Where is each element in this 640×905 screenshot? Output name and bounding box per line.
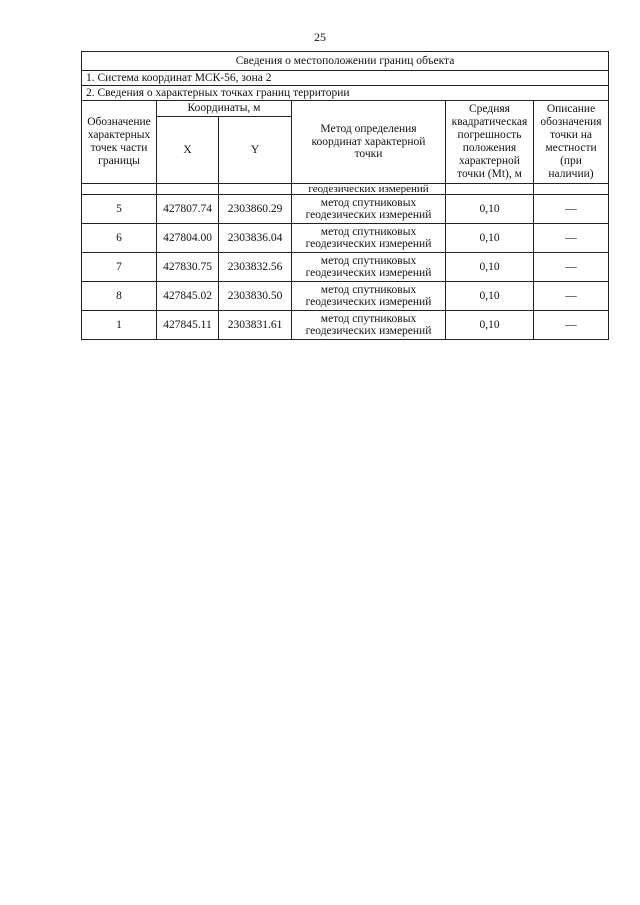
header-row-1 [82,101,609,117]
table-row [82,224,609,253]
method-line: метод спутниковых [320,254,417,267]
x-coordinate: 427845.11 [157,311,219,340]
header-line: обозначения [540,116,602,129]
coordinates-header: Координаты, м [157,101,292,117]
method-line: геодезических измерений [305,325,432,337]
method-line: геодезических измерений [305,296,432,308]
header-line: Средняя [469,103,510,116]
y-coordinate: 2303831.61 [219,311,292,340]
accuracy-value: 0,10 [446,195,534,224]
accuracy-header [446,101,534,184]
method-cell [292,282,446,311]
header-line: местности [545,142,597,154]
x-coordinate: 427804.00 [157,224,219,253]
method-line: метод спутниковых [320,225,417,238]
header-line: точки (Mt), м [457,167,522,180]
coordinate-system-label: 1. Система координат МСК-56, зона 2 [82,71,609,86]
y-header: Y [219,117,292,184]
header-line: координат характерной [311,135,426,148]
y-coordinate: 2303830.50 [219,282,292,311]
method-line: геодезических измерений [305,209,432,221]
section2-row [82,86,609,101]
y-coordinate: 2303836.04 [219,224,292,253]
empty-cell [534,184,609,195]
method-cell [292,224,446,253]
accuracy-value: 0,10 [446,311,534,340]
x-coordinate: 427845.02 [157,282,219,311]
x-coordinate: 427807.74 [157,195,219,224]
table-title-row [82,52,609,71]
y-coordinate: 2303832.56 [219,253,292,282]
table-title: Сведения о местоположении границ объекта [82,52,609,71]
method-line: метод спутниковых [320,312,417,325]
x-header: X [157,117,219,184]
empty-cell [219,184,292,195]
description-value: — [534,195,609,224]
table-row [82,282,609,311]
header-line: Описание [546,103,596,116]
point-number: 8 [82,282,157,311]
description-value: — [534,311,609,340]
header-line: границы [98,154,140,167]
point-designation-header [82,101,157,184]
method-header [292,101,446,184]
x-coordinate: 427830.75 [157,253,219,282]
characteristic-points-label: 2. Сведения о характерных точках границ территории [82,86,609,101]
method-line: геодезических измерений [305,238,432,250]
method-cell [292,253,446,282]
continuation-method: геодезических измерений [292,184,446,195]
y-coordinate: 2303860.29 [219,195,292,224]
boundary-table [81,51,609,340]
method-line: метод спутниковых [320,283,417,296]
accuracy-value: 0,10 [446,224,534,253]
description-value: — [534,224,609,253]
section1-row [82,71,609,86]
page-number: 25 [314,30,326,44]
description-value: — [534,253,609,282]
header-line: Обозначение [87,116,151,129]
header-line: точки на [550,129,592,142]
point-number: 5 [82,195,157,224]
table-row [82,195,609,224]
header-line: квадратическая [451,116,528,129]
accuracy-value: 0,10 [446,282,534,311]
header-line: погрешность [457,129,522,142]
method-cell [292,195,446,224]
header-line: точки [354,148,383,161]
header-line: характерной [459,154,520,167]
empty-cell [82,184,157,195]
description-header [534,101,609,184]
header-line: наличии) [548,167,594,180]
header-line: точек части [90,142,148,154]
continuation-row [82,184,609,195]
table-row [82,311,609,340]
point-number: 1 [82,311,157,340]
method-cell [292,311,446,340]
header-line: положения [462,142,517,154]
empty-cell [157,184,219,195]
point-number: 6 [82,224,157,253]
header-line: (при [560,154,582,167]
point-number: 7 [82,253,157,282]
table-row [82,253,609,282]
accuracy-value: 0,10 [446,253,534,282]
description-value: — [534,282,609,311]
header-line: характерных [87,129,151,142]
header-line: Метод определения [320,122,417,135]
empty-cell [446,184,534,195]
method-line: метод спутниковых [320,196,417,209]
method-line: геодезических измерений [305,267,432,279]
